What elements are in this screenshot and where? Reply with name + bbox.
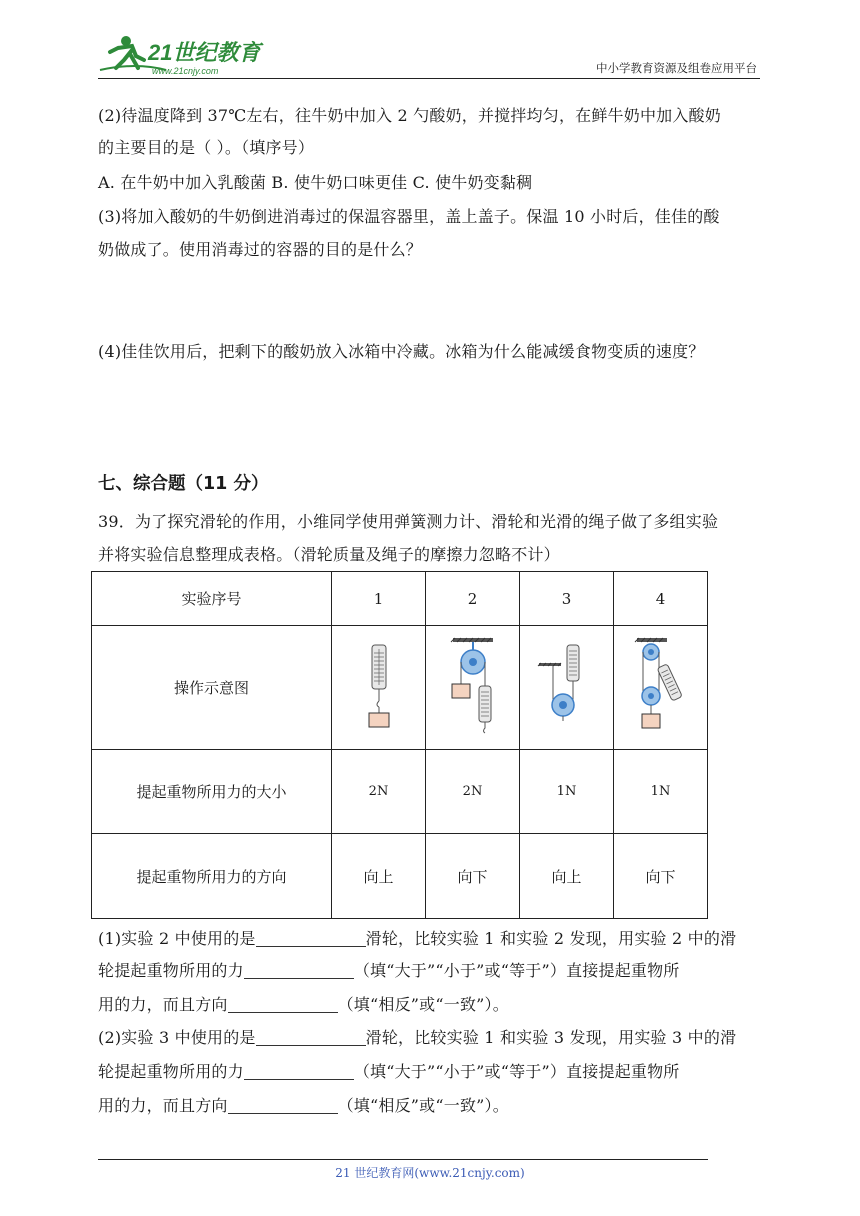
q39-line2: 并将实验信息整理成表格。（滑轮质量及绳子的摩擦力忽略不计）	[98, 545, 560, 564]
sub2-line1: (2)实验 3 中使用的是 滑轮，比较实验 1 和实验 3 发现，用实验 3 中的滑	[98, 1028, 737, 1047]
q2-line1: (2)待温度降到 37℃左右，往牛奶中加入 2 勺酸奶，并搅拌均匀，在鲜牛奶中加入酸奶	[98, 106, 721, 125]
col-header: 2	[426, 572, 520, 626]
col-header: 1	[332, 572, 426, 626]
row-force-label: 提起重物所用力的大小	[92, 750, 332, 834]
force-value: 1N	[614, 750, 708, 834]
answer-blank[interactable]	[244, 962, 354, 979]
sub1-line3: 用的力，而且方向 （填“相反”或“一致”）。	[98, 995, 509, 1014]
col-header: 3	[520, 572, 614, 626]
diagram-2	[426, 626, 520, 750]
svg-text:www.21cnjy.com: www.21cnjy.com	[152, 66, 219, 76]
row-diagram-label: 操作示意图	[92, 626, 332, 750]
q4-line1: (4)佳佳饮用后，把剩下的酸奶放入冰箱中冷藏。冰箱为什么能减缓食物变质的速度？	[98, 342, 705, 361]
col-header: 4	[614, 572, 708, 626]
direction-value: 向下	[614, 834, 708, 919]
q2-line2: 的主要目的是（ ）。（填序号）	[98, 138, 315, 157]
table-row	[92, 750, 708, 834]
sub2-line2: 轮提起重物所用的力 （填“大于”“小于”或“等于”）直接提起重物所	[98, 1062, 680, 1081]
direction-value: 向上	[332, 834, 426, 919]
answer-blank[interactable]	[228, 1097, 338, 1114]
footer-divider	[98, 1159, 708, 1160]
direction-value: 向上	[520, 834, 614, 919]
section-title: 七、综合题（11 分）	[98, 474, 269, 494]
table-header-label: 实验序号	[92, 572, 332, 626]
q3-line2: 奶做成了。使用消毒过的容器的目的是什么？	[98, 240, 423, 259]
sub1-line2: 轮提起重物所用的力 （填“大于”“小于”或“等于”）直接提起重物所	[98, 961, 680, 980]
answer-blank[interactable]	[256, 930, 366, 947]
row-direction-label: 提起重物所用力的方向	[92, 834, 332, 919]
table-row	[92, 572, 708, 626]
sub2-line3: 用的力，而且方向 （填“相反”或“一致”）。	[98, 1096, 509, 1115]
force-value: 2N	[426, 750, 520, 834]
header-divider	[98, 78, 760, 79]
direction-value: 向下	[426, 834, 520, 919]
experiment-table	[91, 571, 708, 919]
diagram-1	[332, 626, 426, 750]
sub1-line1: (1)实验 2 中使用的是 滑轮，比较实验 1 和实验 2 发现，用实验 2 中的滑	[98, 929, 737, 948]
footer-text: 21 世纪教育网(www.21cnjy.com)	[335, 1166, 525, 1180]
q3-line1: (3)将加入酸奶的牛奶倒进消毒过的保温容器里，盖上盖子。保温 10 小时后，佳佳的酸	[98, 207, 720, 226]
answer-blank[interactable]	[244, 1063, 354, 1080]
table-row	[92, 834, 708, 919]
diagram-4	[614, 626, 708, 750]
force-value: 1N	[520, 750, 614, 834]
table-row	[92, 626, 708, 750]
q39-line1: 39．为了探究滑轮的作用，小维同学使用弹簧测力计、滑轮和光滑的绳子做了多组实验	[98, 512, 719, 531]
force-value: 2N	[332, 750, 426, 834]
svg-text:21世纪教育: 21世纪教育	[148, 40, 261, 65]
answer-blank[interactable]	[228, 996, 338, 1013]
answer-blank[interactable]	[256, 1029, 366, 1046]
q2-options: A. 在牛奶中加入乳酸菌 B. 使牛奶口味更佳 C. 使牛奶变黏稠	[98, 173, 533, 192]
platform-name: 中小学教育资源及组卷应用平台	[596, 61, 757, 75]
diagram-3	[520, 626, 614, 750]
site-logo	[96, 30, 266, 80]
